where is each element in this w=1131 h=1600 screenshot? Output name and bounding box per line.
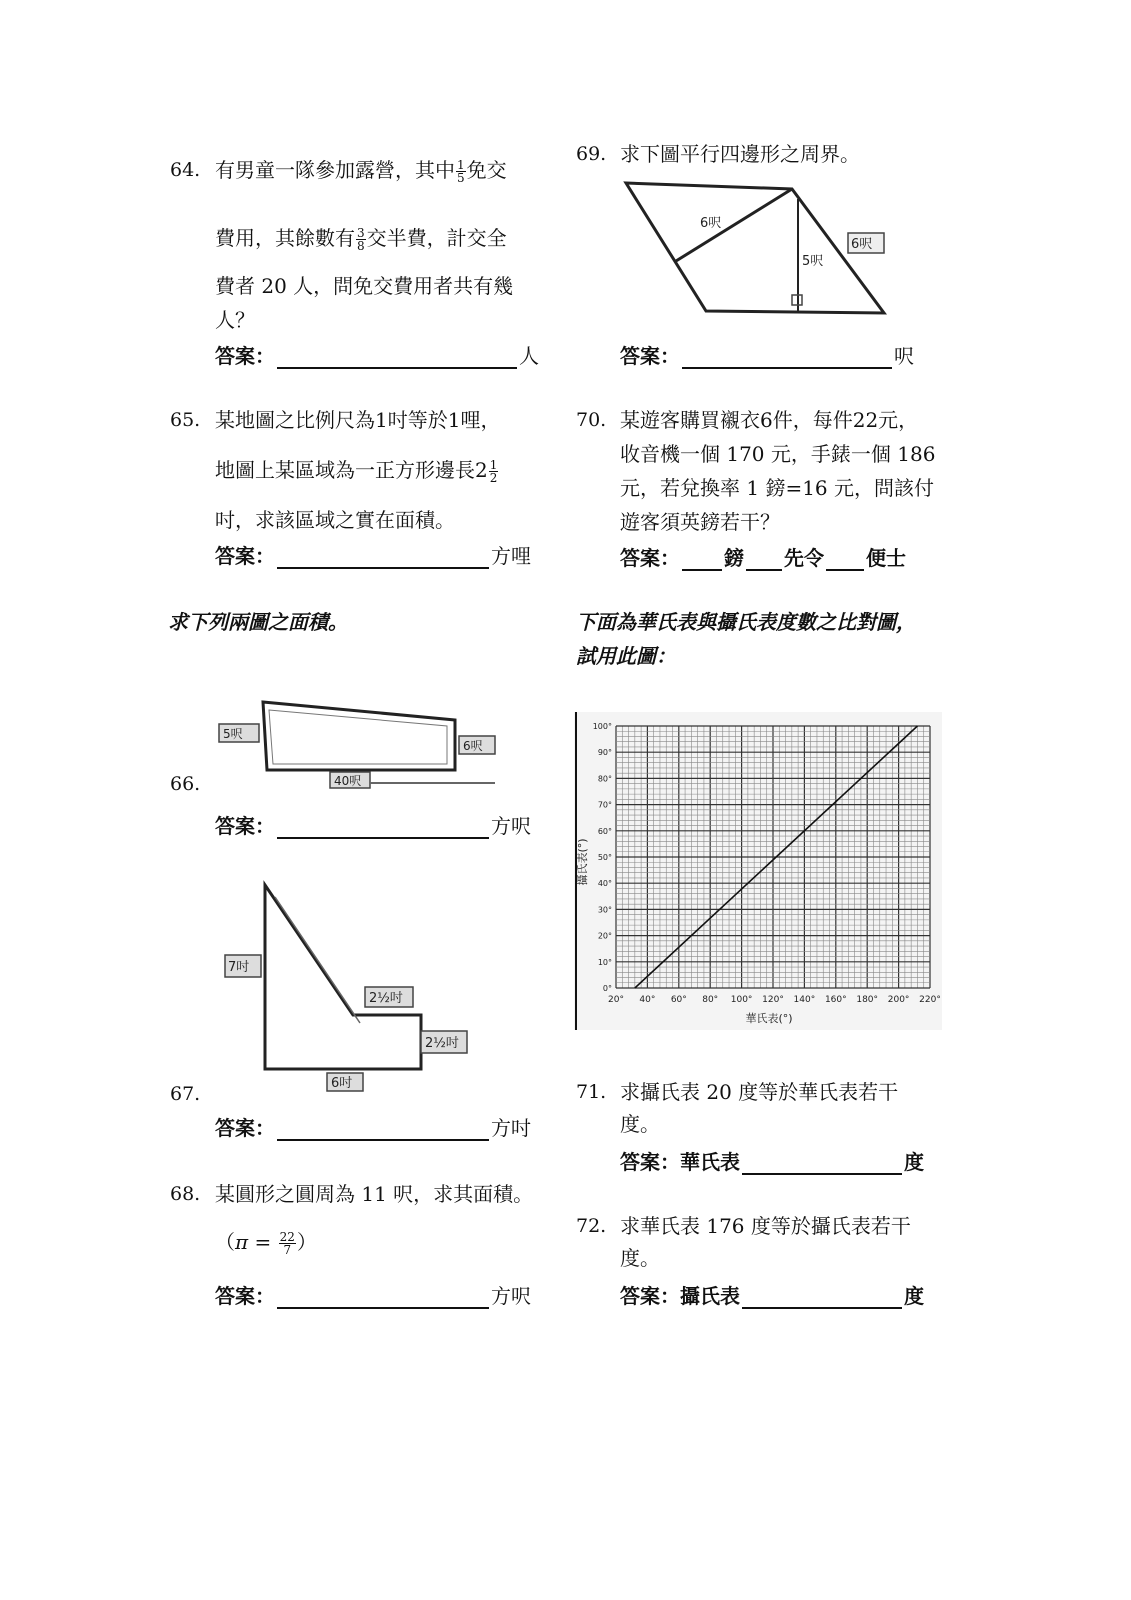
answer-row [215, 540, 531, 569]
y-tick-label: 70° [597, 800, 612, 810]
temperature-conversion-chart [574, 712, 942, 1030]
denominator: 8 [357, 239, 365, 253]
answer-blank[interactable] [277, 815, 489, 839]
answer-label: 答案： [215, 344, 275, 368]
paren: ） [296, 1230, 317, 1254]
question-number: 70. [576, 409, 607, 431]
text-line: 有男童一隊參加露營，其中 [215, 158, 455, 182]
parallelogram-figure [620, 175, 920, 325]
figure-label: 2½吋 [425, 1036, 459, 1051]
y-tick-label: 30° [597, 905, 612, 915]
y-tick-label: 90° [597, 748, 612, 758]
fraction [456, 159, 466, 184]
text-line: 地圖上某區域為一正方形邊長 [215, 458, 475, 482]
answer-unit: 先令 [784, 546, 824, 570]
answer-unit: 方呎 [491, 1284, 531, 1308]
numerator: 1 [457, 158, 465, 172]
y-tick-label: 10° [597, 957, 612, 967]
question-text: 遊客須英鎊若干？ [620, 510, 780, 534]
question-number: 67. [170, 1083, 201, 1105]
answer-row [215, 340, 539, 369]
trapezoid-figure [215, 690, 505, 795]
answer-row [215, 810, 531, 839]
x-tick-label: 200° [887, 995, 910, 1005]
denominator: 5 [457, 171, 465, 185]
answer-unit: 鎊 [724, 546, 744, 570]
answer-label: 答案：攝氏表 [620, 1284, 740, 1308]
x-tick-label: 120° [762, 995, 784, 1005]
figure-label: 5呎 [223, 727, 243, 741]
y-tick-label: 50° [597, 853, 612, 862]
answer-unit: 方吋 [491, 1116, 531, 1140]
answer-blank[interactable] [277, 345, 517, 369]
text-line: 交半費，計交全 [366, 226, 507, 250]
answer-blank-shillings[interactable] [746, 547, 782, 571]
answer-unit: 度 [904, 1284, 924, 1308]
answer-blank[interactable] [742, 1285, 902, 1309]
answer-label: 答案： [215, 814, 275, 838]
answer-blank-pence[interactable] [826, 547, 864, 571]
y-tick-label: 80° [597, 774, 612, 784]
answer-unit: 方哩 [491, 544, 531, 568]
section-heading: 試用此圖： [576, 644, 676, 668]
y-tick-label: 60° [597, 826, 612, 836]
x-tick-label: 100° [730, 995, 753, 1005]
question-text [215, 1228, 317, 1256]
numerator: 22 [279, 1230, 295, 1244]
figure-label: 6呎 [463, 739, 483, 753]
answer-row [620, 1146, 924, 1175]
question-text: 某圓形之圓周為 11 呎，求其面積。 [215, 1182, 534, 1206]
question-text: 收音機一個 170 元，手錶一個 186 [620, 442, 936, 466]
question-text: 求華氏表 176 度等於攝氏表若干 [620, 1214, 911, 1238]
numerator: 1 [489, 458, 498, 472]
answer-blank[interactable] [277, 545, 489, 569]
question-number: 65. [170, 409, 201, 431]
figure-label: 2½吋 [369, 991, 403, 1006]
question-text: 度。 [620, 1246, 660, 1270]
answer-label: 答案： [215, 544, 275, 568]
text-line: 費用，其餘數有 [215, 226, 355, 250]
question-number: 66. [170, 773, 201, 795]
answer-unit: 便士 [866, 546, 906, 570]
x-tick-label: 220° [919, 995, 941, 1005]
answer-label: 答案：華氏表 [620, 1150, 740, 1174]
y-tick-label: 100° [592, 722, 612, 731]
question-text [215, 156, 507, 184]
x-tick-label: 20° [608, 995, 624, 1005]
denominator: 2 [489, 471, 498, 485]
y-axis-label: 攝氏表(°) [576, 838, 589, 886]
pi-symbol: π = [235, 1230, 272, 1254]
question-number: 64. [170, 159, 201, 181]
y-tick-label: 40° [597, 879, 612, 889]
right-trapezoid-figure [215, 875, 485, 1100]
answer-row [620, 1280, 924, 1309]
question-number: 72. [576, 1215, 607, 1237]
answer-label: 答案： [215, 1116, 275, 1140]
figure-label: 7吋 [228, 960, 250, 975]
answer-unit: 度 [904, 1150, 924, 1174]
figure-label: 6呎 [700, 216, 722, 231]
y-tick-label: 0° [602, 984, 612, 993]
x-tick-label: 140° [793, 995, 816, 1005]
question-text: 求攝氏表 20 度等於華氏表若干 [620, 1080, 899, 1104]
x-tick-label: 40° [639, 995, 656, 1005]
question-text: 元，若兌換率 1 鎊=16 元，問該付 [620, 476, 935, 500]
question-text [215, 456, 499, 484]
x-tick-label: 180° [856, 995, 879, 1005]
answer-blank[interactable] [277, 1117, 489, 1141]
answer-blank[interactable] [742, 1151, 902, 1175]
denominator: 7 [283, 1243, 292, 1257]
question-number: 71. [576, 1081, 607, 1103]
x-tick-label: 160° [824, 995, 847, 1005]
question-text: 某遊客購買襯衣6件，每件22元， [620, 408, 919, 432]
answer-blank[interactable] [277, 1285, 489, 1309]
question-text: 吋，求該區域之實在面積。 [215, 508, 455, 532]
figure-label: 40呎 [334, 774, 362, 788]
question-text [215, 224, 507, 252]
x-tick-label: 80° [702, 995, 719, 1005]
section-heading: 求下列兩圖之面積。 [168, 610, 348, 634]
fraction [279, 1231, 296, 1256]
question-text: 費者 20 人，問免交費用者共有幾 [215, 274, 514, 298]
answer-label: 答案： [620, 344, 680, 368]
x-tick-label: 60° [670, 995, 687, 1005]
fraction [489, 459, 499, 484]
question-text: 人？ [215, 308, 255, 332]
question-text: 度。 [620, 1112, 660, 1136]
question-number: 68. [170, 1183, 201, 1205]
y-tick-label: 20° [597, 931, 612, 941]
mixed-whole: 2 [475, 458, 488, 482]
figure-label: 6呎 [851, 237, 873, 252]
question-text: 某地圖之比例尺為1吋等於1哩， [215, 408, 501, 432]
question-text: 求下圖平行四邊形之周界。 [620, 142, 860, 166]
answer-unit: 呎 [894, 344, 914, 368]
x-axis-label: 華氏表(°) [745, 1012, 793, 1025]
figure-label: 5呎 [802, 254, 824, 269]
numerator: 3 [357, 226, 365, 240]
answer-row [620, 542, 906, 571]
answer-label: 答案： [620, 546, 680, 570]
answer-row [215, 1280, 531, 1309]
answer-unit: 方呎 [491, 814, 531, 838]
paren: （ [215, 1230, 235, 1254]
question-number: 69. [576, 143, 607, 165]
answer-label: 答案： [215, 1284, 275, 1308]
answer-blank-pounds[interactable] [682, 547, 722, 571]
fraction [356, 227, 366, 252]
chart-background [574, 712, 942, 1030]
text-line: 免交 [466, 158, 507, 182]
section-heading: 下面為華氏表與攝氏表度數之比對圖， [576, 610, 916, 634]
answer-blank[interactable] [682, 345, 892, 369]
figure-label: 6吋 [331, 1076, 353, 1091]
answer-unit: 人 [519, 344, 539, 368]
answer-row [215, 1112, 531, 1141]
answer-row [620, 340, 914, 369]
